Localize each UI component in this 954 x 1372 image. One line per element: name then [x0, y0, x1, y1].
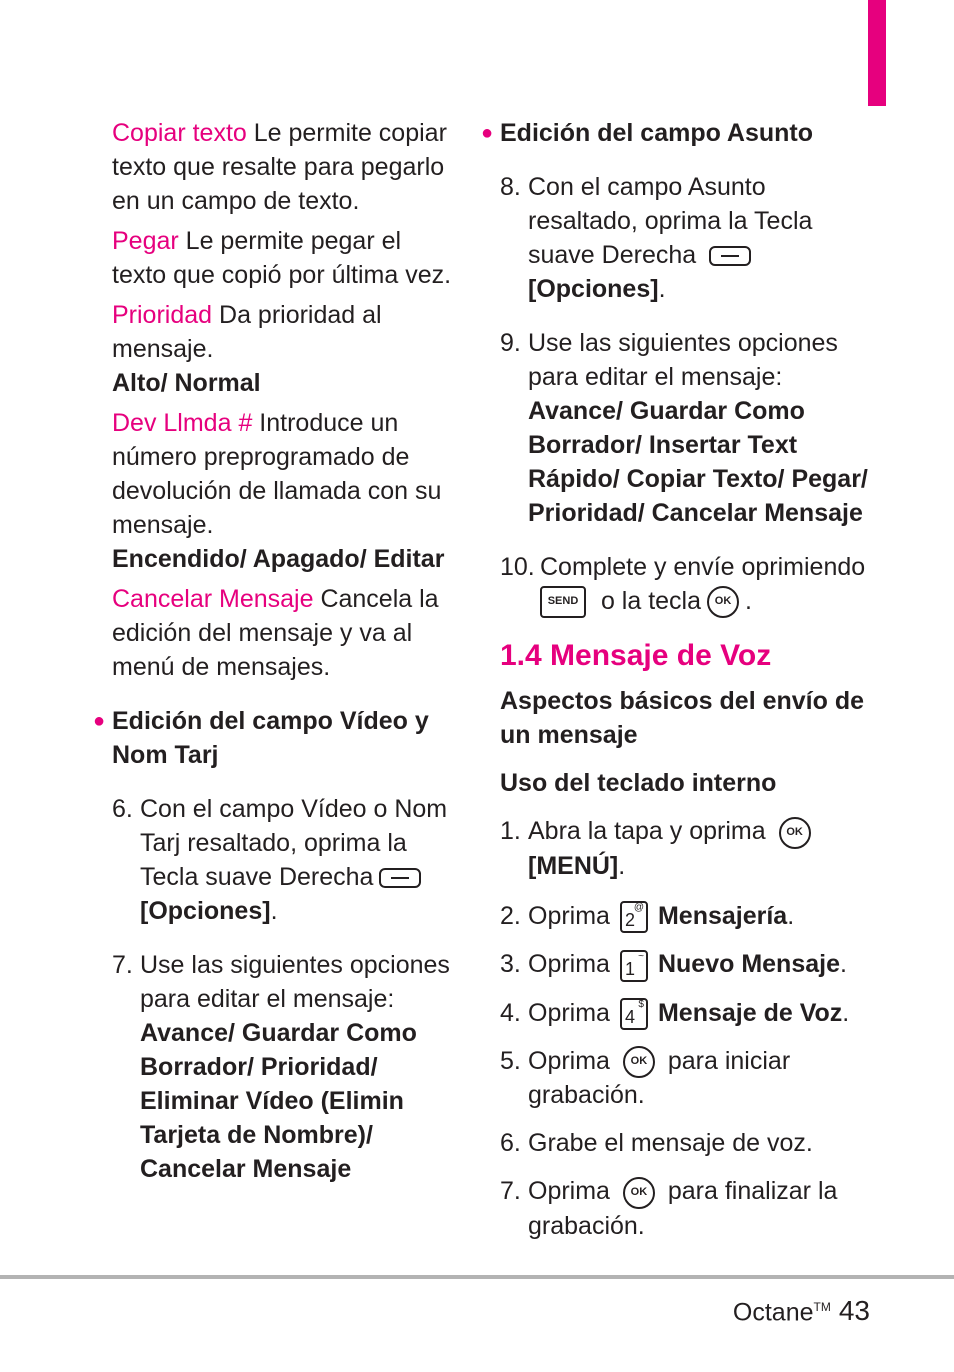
option-values: Avance/ Guardar Como Borrador/ Prioridad/ Eliminar Vídeo (Elimin Tarjeta de Nombre)/ Cancelar Mensaje — [140, 1019, 417, 1183]
step-text: Oprima — [528, 950, 610, 979]
ok-key-icon: OK — [779, 817, 811, 849]
key-label: [MENÚ] — [528, 851, 619, 880]
step-6 — [112, 792, 457, 928]
step-9-options — [500, 394, 870, 530]
punctuation: . — [787, 901, 795, 930]
step-7 — [112, 948, 457, 1016]
key-2-icon — [620, 901, 648, 933]
page-number: 43 — [838, 1295, 870, 1327]
subheading-text: Aspectos básicos del envío de un mensaje — [500, 687, 865, 750]
step-8 — [500, 170, 870, 306]
option-priority — [112, 298, 457, 366]
step-text: Use las siguientes opciones para editar el mensaje: — [528, 329, 838, 391]
bullet-dot-icon: ● — [481, 122, 494, 144]
priority-values — [112, 366, 457, 400]
step-7-options — [112, 1016, 457, 1186]
option-description: Le permite copiar texto que resalte para pegarlo en un campo de texto. — [112, 119, 447, 215]
brand-name: Octane — [732, 1298, 814, 1327]
step-text: Oprima — [528, 901, 610, 930]
option-description: Introduce un número preprogramado de devolución de llamada con su mensaje. — [112, 409, 442, 539]
subheading-basics — [500, 684, 870, 752]
option-values: Alto/ Normal — [112, 369, 261, 397]
voice-step-3 — [500, 947, 870, 981]
option-label: Dev Llmda # — [112, 409, 253, 437]
option-description: Da prioridad al mensaje. — [112, 301, 382, 363]
option-values: Avance/ Guardar Como Borrador/ Insertar Text Rápido/ Copiar Texto/ Pegar/ Prioridad/ Cancelar Mensaje — [528, 397, 868, 527]
step-number: 2. — [500, 901, 521, 930]
step-text: Con el campo Asunto resaltado, oprima la Tecla suave Derecha — [528, 173, 813, 269]
step-number: 6. — [112, 795, 133, 823]
key-digit: 2 — [624, 910, 635, 931]
option-label: Copiar texto — [112, 119, 247, 147]
voice-step-1 — [500, 814, 870, 882]
step-text: Use las siguientes opciones para editar el mensaje: — [140, 951, 450, 1013]
step-text: Grabe el mensaje de voz. — [528, 1129, 813, 1158]
key-symbol: $ — [638, 998, 644, 1010]
step-text: Oprima — [528, 998, 610, 1027]
option-description: Cancela la edición del mensaje y va al menú de mensajes. — [112, 585, 439, 681]
ok-key-icon: OK — [623, 1046, 655, 1078]
send-key-icon: SEND — [540, 586, 586, 618]
option-label: Pegar — [112, 227, 179, 255]
step-text: Abra la tapa y oprima — [528, 817, 766, 846]
punctuation: . — [842, 998, 850, 1027]
step-text: Complete y envíe oprimiendo — [540, 553, 866, 581]
option-paste — [112, 224, 457, 292]
menu-item-label: Mensaje de Voz — [657, 998, 843, 1027]
subheading-text: Uso del teclado interno — [500, 769, 777, 798]
bullet-text: Edición del campo Vídeo y Nom Tarj — [112, 707, 429, 769]
voice-step-6 — [500, 1126, 870, 1160]
step-number: 9. — [500, 329, 521, 357]
step-number: 7. — [500, 1177, 521, 1206]
option-copy-text — [112, 116, 457, 218]
trademark-mark: TM — [813, 1300, 831, 1314]
voice-step-5 — [500, 1044, 870, 1112]
bullet-video-field — [93, 704, 457, 772]
ok-key-icon: OK — [623, 1177, 655, 1209]
option-cancel-message — [112, 582, 457, 684]
section-tab-marker — [868, 0, 886, 106]
callback-values — [112, 542, 457, 576]
punctuation: . — [745, 587, 752, 615]
step-number: 4. — [500, 998, 521, 1027]
footer-divider — [0, 1275, 954, 1279]
step-number: 1. — [500, 817, 521, 846]
key-1-icon — [620, 950, 648, 982]
voice-step-7 — [500, 1174, 870, 1242]
step-text: Oprima — [528, 1177, 610, 1206]
step-9 — [500, 326, 870, 394]
key-label: [Opciones] — [528, 275, 659, 303]
right-softkey-icon — [379, 868, 421, 888]
voice-step-4 — [500, 996, 870, 1030]
punctuation: . — [618, 851, 626, 880]
right-softkey-icon — [709, 246, 751, 266]
subheading-internal-keypad — [500, 766, 870, 800]
step-number: 7. — [112, 951, 133, 979]
menu-item-label: Mensajería — [657, 901, 788, 930]
step-text: para finalizar la grabación. — [528, 1177, 838, 1240]
step-text: Oprima — [528, 1046, 610, 1075]
key-symbol: @ — [633, 902, 644, 914]
option-description: Le permite pegar el texto que copió por última vez. — [112, 227, 452, 289]
key-4-icon — [620, 998, 648, 1030]
left-column — [93, 116, 457, 1186]
right-column — [481, 116, 870, 1249]
key-label: [Opciones] — [140, 897, 271, 925]
step-text: Con el campo Vídeo o Nom Tarj resaltado, oprima la Tecla suave Derecha — [140, 795, 448, 891]
option-callback — [112, 406, 457, 542]
bullet-text: Edición del campo Asunto — [500, 119, 813, 147]
key-digit: 1 — [624, 958, 635, 979]
step-number: 3. — [500, 950, 521, 979]
key-symbol: ~ — [638, 950, 644, 962]
key-digit: 4 — [624, 1006, 635, 1027]
step-number: 8. — [500, 173, 521, 201]
punctuation: . — [658, 275, 666, 303]
step-number: 10. — [500, 553, 535, 581]
bullet-dot-icon: ● — [93, 710, 106, 732]
option-values: Encendido/ Apagado/ Editar — [112, 545, 445, 573]
bullet-subject-field — [481, 116, 870, 150]
ok-key-icon: OK — [707, 586, 739, 618]
page-footer — [733, 1290, 870, 1329]
option-label: Cancelar Mensaje — [112, 585, 314, 613]
option-label: Prioridad — [112, 301, 213, 329]
step-10 — [500, 550, 870, 618]
step-text: o la tecla — [600, 587, 702, 615]
menu-item-label: Nuevo Mensaje — [657, 950, 840, 979]
punctuation: . — [839, 950, 847, 979]
section-heading: 1.4 Mensaje de Voz — [500, 639, 772, 673]
step-number: 5. — [500, 1046, 521, 1075]
punctuation: . — [270, 897, 278, 925]
voice-step-2 — [500, 899, 870, 933]
step-text: para iniciar grabación. — [528, 1046, 791, 1110]
step-number: 6. — [500, 1129, 521, 1158]
